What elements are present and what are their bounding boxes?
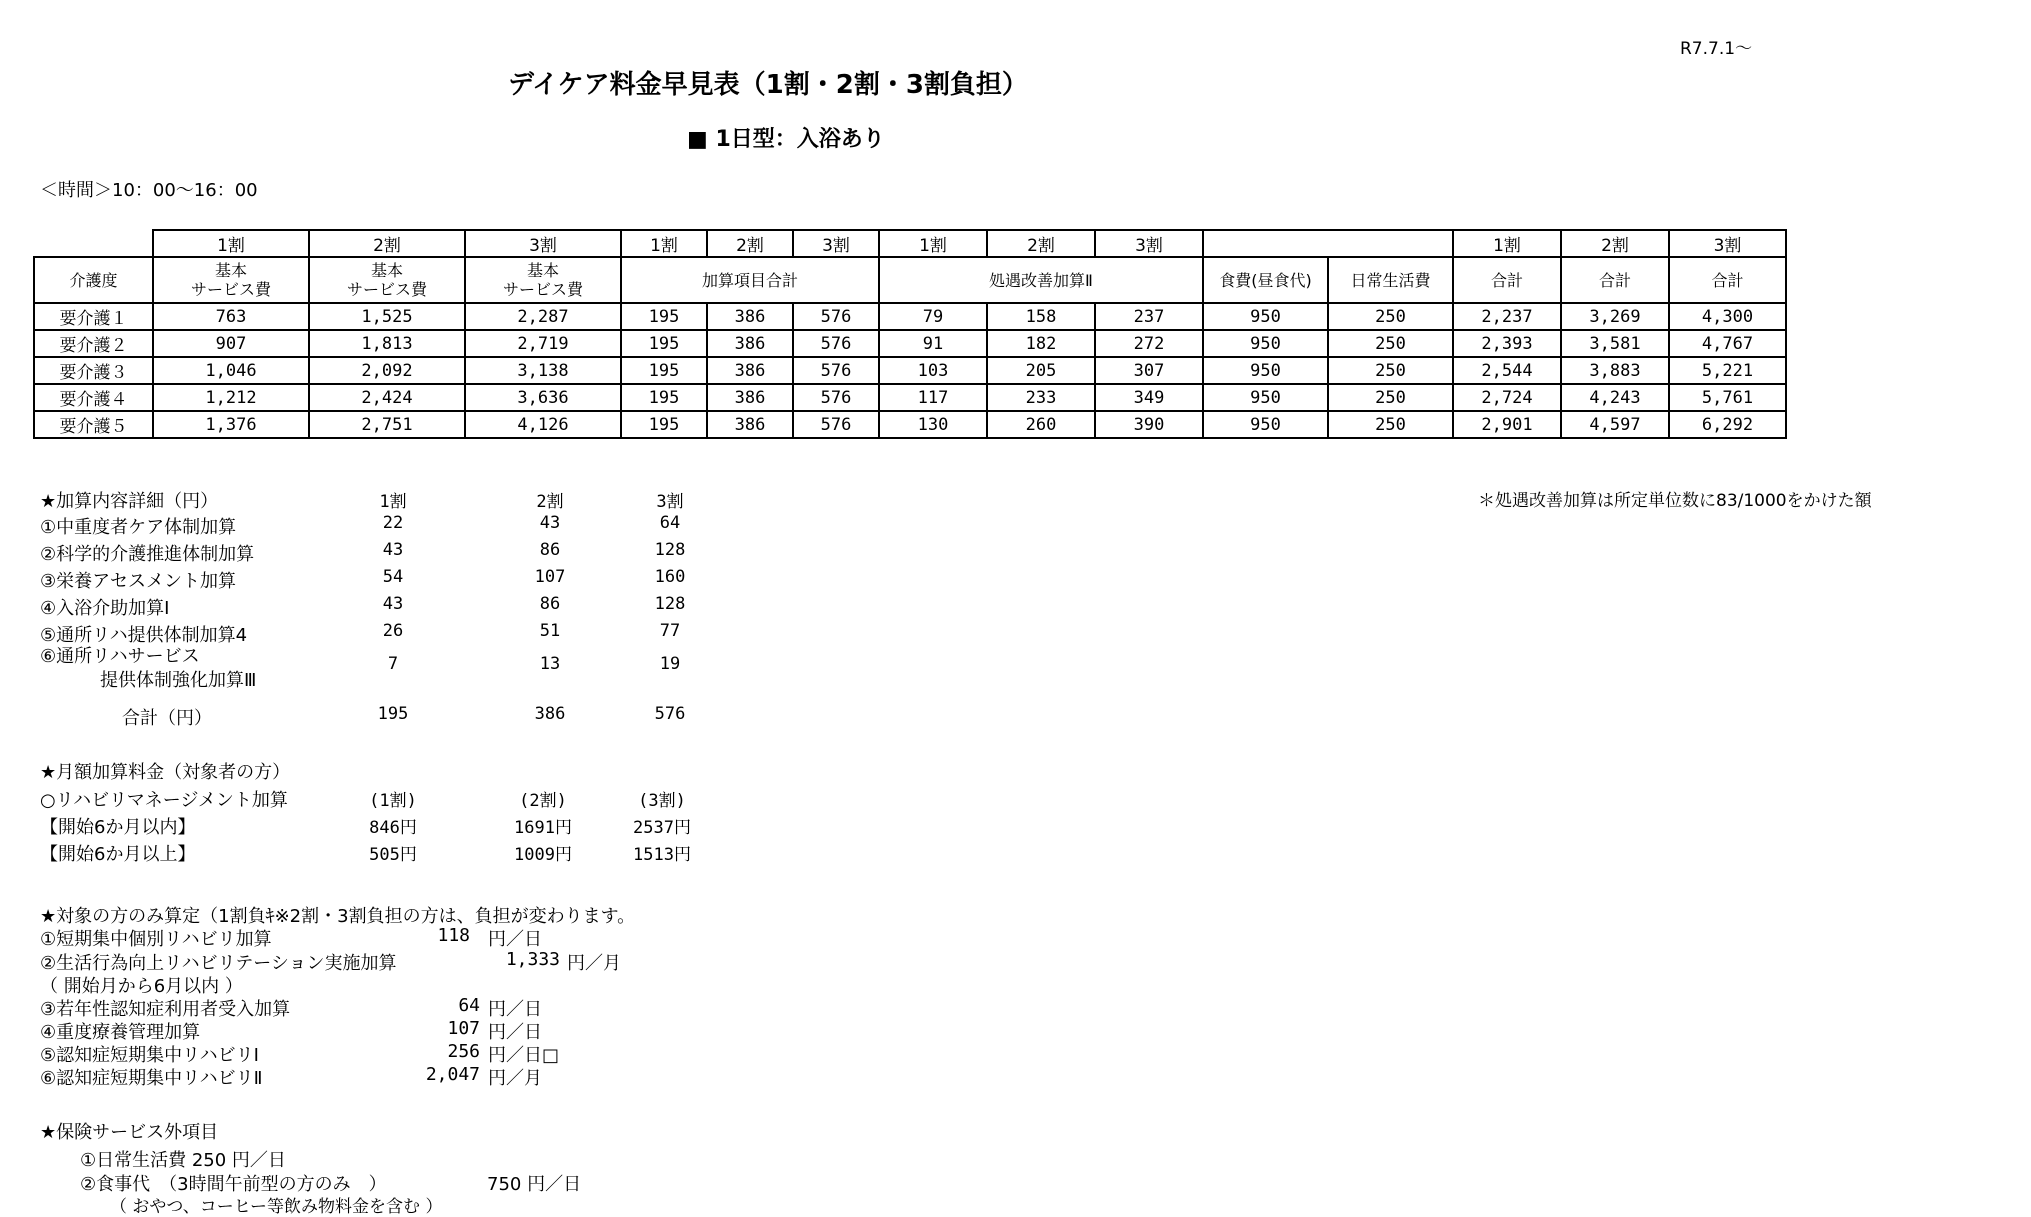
total-header: 合計 <box>1669 257 1786 303</box>
addition-total-cell: 576 <box>793 303 879 330</box>
monthly-col-header: (3割) <box>638 791 686 811</box>
monthly-item-label: ○リハビリマネージメント加算 <box>40 790 288 811</box>
total-cell: 3,269 <box>1561 303 1669 330</box>
daily-living-cell: 250 <box>1328 411 1453 438</box>
detail-item-value: 43 <box>382 540 404 560</box>
basic-fee-cell: 1,813 <box>309 330 465 357</box>
detail-item-label: ⑥通所リハサービス <box>40 646 200 667</box>
monthly-row-value: 505円 <box>369 845 417 865</box>
basic-fee-cell: 1,525 <box>309 303 465 330</box>
basic-fee-header: 基本 サービス費 <box>465 257 621 303</box>
non-insurance-heading: ★保険サービス外項目 <box>40 1122 219 1143</box>
meal-fee-header: 食費(昼食代) <box>1203 257 1328 303</box>
addition-total-cell: 195 <box>621 357 707 384</box>
detail-total-value: 195 <box>377 704 409 724</box>
target-item-label: ④重度療養管理加算 <box>40 1022 201 1043</box>
detail-item-value: 160 <box>654 567 686 587</box>
target-item-unit: 円／月 <box>488 1068 542 1089</box>
detail-item-value: 19 <box>659 654 681 674</box>
treatment-bonus-cell: 272 <box>1095 330 1203 357</box>
detail-item-value: 77 <box>659 621 681 641</box>
care-level-cell: 要介護２ <box>34 330 153 357</box>
addition-total-cell: 386 <box>707 411 793 438</box>
target-item-unit: 円／月 <box>567 953 621 974</box>
detail-item-value: 64 <box>659 513 681 533</box>
target-item-label: ②生活行為向上リハビリテーション実施加算 <box>40 953 397 974</box>
total-cell: 3,581 <box>1561 330 1669 357</box>
addition-total-cell: 195 <box>621 330 707 357</box>
detail-item-value: 128 <box>654 594 686 614</box>
addition-total-cell: 195 <box>621 303 707 330</box>
target-item-label: ⑥認知症短期集中リハビリⅡ <box>40 1068 263 1089</box>
add-1wari-header: 1割 <box>621 230 707 257</box>
monthly-row-value: 1691円 <box>514 818 572 838</box>
addition-total-cell: 576 <box>793 384 879 411</box>
treat-2wari-header: 2割 <box>987 230 1095 257</box>
monthly-row-label: 【開始6か月以内】 <box>40 817 196 838</box>
rate-row <box>34 303 1786 330</box>
addition-total-cell: 386 <box>707 357 793 384</box>
target-item-unit: 円／日 <box>488 999 542 1020</box>
daily-living-cell: 250 <box>1328 357 1453 384</box>
total-2wari-header: 2割 <box>1561 230 1669 257</box>
basic-fee-cell: 1,212 <box>153 384 309 411</box>
rate-row <box>34 411 1786 438</box>
target-item-unit: 円／日 <box>488 929 542 950</box>
treatment-bonus-header: 処遇改善加算Ⅱ <box>879 257 1203 303</box>
detail-item-label: ⑤通所リハ提供体制加算4 <box>40 625 248 646</box>
total-header: 合計 <box>1561 257 1669 303</box>
addition-total-header: 加算項目合計 <box>621 257 879 303</box>
rate-row <box>34 330 1786 357</box>
basic-fee-header: 基本 サービス費 <box>309 257 465 303</box>
basic-1wari-header: 1割 <box>153 230 309 257</box>
target-item-value: 107 <box>447 1018 480 1039</box>
target-item-label: （ 開始月から6月以内 ） <box>40 976 243 997</box>
addition-total-cell: 576 <box>793 411 879 438</box>
treatment-bonus-cell: 205 <box>987 357 1095 384</box>
add-3wari-header: 3割 <box>793 230 879 257</box>
detail-col-header: 1割 <box>379 492 407 512</box>
detail-item-value: 22 <box>382 513 404 533</box>
total-cell: 4,597 <box>1561 411 1669 438</box>
care-level-cell: 要介護４ <box>34 384 153 411</box>
meal-fee-cell: 950 <box>1203 303 1328 330</box>
non-insurance-item-2-value: 750 円／日 <box>487 1174 582 1195</box>
meal-fee-cell: 950 <box>1203 357 1328 384</box>
treatment-bonus-cell: 130 <box>879 411 987 438</box>
total-cell: 2,544 <box>1453 357 1561 384</box>
treat-3wari-header: 3割 <box>1095 230 1203 257</box>
target-item-value: 2,047 <box>425 1064 480 1085</box>
care-level-cell: 要介護３ <box>34 357 153 384</box>
rate-table-body <box>34 303 1786 438</box>
basic-fee-cell: 2,719 <box>465 330 621 357</box>
detail-item-value: 86 <box>539 540 561 560</box>
care-level-cell: 要介護１ <box>34 303 153 330</box>
column-header-row <box>34 257 1786 303</box>
treatment-bonus-cell: 233 <box>987 384 1095 411</box>
detail-item-value: 107 <box>534 567 566 587</box>
target-item-label: ①短期集中個別リハビリ加算 <box>40 929 272 950</box>
total-cell: 2,724 <box>1453 384 1561 411</box>
total-cell: 5,761 <box>1669 384 1786 411</box>
daily-living-cell: 250 <box>1328 330 1453 357</box>
treatment-bonus-cell: 182 <box>987 330 1095 357</box>
treatment-bonus-cell: 79 <box>879 303 987 330</box>
detail-item-label: ②科学的介護推進体制加算 <box>40 544 255 565</box>
treatment-bonus-cell: 158 <box>987 303 1095 330</box>
total-cell: 2,237 <box>1453 303 1561 330</box>
basic-fee-cell: 2,287 <box>465 303 621 330</box>
addition-detail-heading: ★加算内容詳細（円） <box>40 491 219 512</box>
detail-item-value: 13 <box>539 654 561 674</box>
page-title: デイケア料金早見表（1割・2割・3割負担） <box>508 70 1028 100</box>
addition-total-cell: 195 <box>621 384 707 411</box>
addition-total-cell: 195 <box>621 411 707 438</box>
detail-total-value: 576 <box>654 704 686 724</box>
detail-item-value: 26 <box>382 621 404 641</box>
addition-total-cell: 386 <box>707 384 793 411</box>
treatment-bonus-cell: 390 <box>1095 411 1203 438</box>
detail-item-label: ①中重度者ケア体制加算 <box>40 517 237 538</box>
target-item-value: 118 <box>437 925 470 946</box>
treatment-bonus-cell: 349 <box>1095 384 1203 411</box>
detail-item-value: 43 <box>539 513 561 533</box>
basic-fee-cell: 2,092 <box>309 357 465 384</box>
daily-living-header: 日常生活費 <box>1328 257 1453 303</box>
treatment-bonus-cell: 103 <box>879 357 987 384</box>
basic-fee-cell: 907 <box>153 330 309 357</box>
target-item-unit: 円／日□ <box>488 1045 560 1066</box>
monthly-row-value: 1009円 <box>514 845 572 865</box>
addition-total-cell: 576 <box>793 330 879 357</box>
total-cell: 3,883 <box>1561 357 1669 384</box>
total-cell: 2,393 <box>1453 330 1561 357</box>
detail-col-header: 3割 <box>656 492 684 512</box>
detail-item-value: 54 <box>382 567 404 587</box>
monthly-row-value: 2537円 <box>633 818 691 838</box>
page-subtitle: ■ 1日型：入浴あり <box>687 127 885 152</box>
detail-item-label: ④入浴介助加算Ⅰ <box>40 598 170 619</box>
rate-table <box>33 229 1787 439</box>
target-only-heading: ★対象の方のみ算定（1割負ｷ※2割・3割負担の方は、負担が変わります。 <box>40 906 636 927</box>
monthly-col-header: (2割) <box>519 791 567 811</box>
time-range: ＜時間＞10：00～16：00 <box>40 180 258 201</box>
addition-total-cell: 386 <box>707 330 793 357</box>
monthly-heading: ★月額加算料金（対象者の方） <box>40 762 291 783</box>
basic-fee-cell: 1,376 <box>153 411 309 438</box>
target-item-value: 256 <box>447 1041 480 1062</box>
total-cell: 6,292 <box>1669 411 1786 438</box>
treat-1wari-header: 1割 <box>879 230 987 257</box>
treatment-bonus-cell: 91 <box>879 330 987 357</box>
basic-fee-cell: 4,126 <box>465 411 621 438</box>
treatment-bonus-cell: 237 <box>1095 303 1203 330</box>
total-cell: 4,243 <box>1561 384 1669 411</box>
total-cell: 2,901 <box>1453 411 1561 438</box>
treatment-bonus-cell: 117 <box>879 384 987 411</box>
add-2wari-header: 2割 <box>707 230 793 257</box>
detail-item-label: ③栄養アセスメント加算 <box>40 571 236 592</box>
basic-fee-cell: 763 <box>153 303 309 330</box>
care-level-cell: 要介護５ <box>34 411 153 438</box>
detail-item-value: 43 <box>382 594 404 614</box>
detail-col-header: 2割 <box>536 492 564 512</box>
non-insurance-item-2-label: ②食事代 （3時間午前型の方のみ ） <box>80 1174 387 1195</box>
target-item-value: 64 <box>458 995 480 1016</box>
rate-row <box>34 384 1786 411</box>
addition-total-cell: 576 <box>793 357 879 384</box>
non-insurance-item-1: ①日常生活費 250 円／日 <box>80 1150 286 1171</box>
total-header: 合計 <box>1453 257 1561 303</box>
total-3wari-header: 3割 <box>1669 230 1786 257</box>
basic-fee-cell: 1,046 <box>153 357 309 384</box>
target-item-unit: 円／日 <box>488 1022 542 1043</box>
monthly-col-header: (1割) <box>369 791 417 811</box>
care-level-header: 介護度 <box>34 257 153 303</box>
addition-total-cell: 386 <box>707 303 793 330</box>
monthly-row-value: 1513円 <box>633 845 691 865</box>
basic-fee-cell: 2,751 <box>309 411 465 438</box>
detail-item-value: 51 <box>539 621 561 641</box>
non-insurance-item-2-note: （ おやつ、コーヒー等飲み物料金を含む ） <box>110 1197 443 1217</box>
detail-item-value: 7 <box>387 654 399 674</box>
target-item-label: ⑤認知症短期集中リハビリⅠ <box>40 1045 259 1066</box>
detail-total-label: 合計（円） <box>122 708 212 729</box>
meal-fee-cell: 950 <box>1203 384 1328 411</box>
detail-item-label-line2: 提供体制強化加算Ⅲ <box>100 670 257 691</box>
detail-item-value: 128 <box>654 540 686 560</box>
detail-item-value: 86 <box>539 594 561 614</box>
basic-2wari-header: 2割 <box>309 230 465 257</box>
meal-fee-cell: 950 <box>1203 330 1328 357</box>
meal-fee-cell: 950 <box>1203 411 1328 438</box>
basic-fee-cell: 2,424 <box>309 384 465 411</box>
total-cell: 4,300 <box>1669 303 1786 330</box>
rate-row <box>34 357 1786 384</box>
total-1wari-header: 1割 <box>1453 230 1561 257</box>
version-note: R7.7.1～ <box>1680 39 1753 59</box>
monthly-row-value: 846円 <box>369 818 417 838</box>
detail-total-value: 386 <box>534 704 566 724</box>
target-item-value: 1,333 <box>505 949 560 970</box>
treatment-note: ＊処遇改善加算は所定単位数に83/1000をかけた額 <box>1478 491 1872 511</box>
basic-fee-cell: 3,138 <box>465 357 621 384</box>
daily-living-cell: 250 <box>1328 384 1453 411</box>
basic-fee-header: 基本 サービス費 <box>153 257 309 303</box>
basic-fee-cell: 3,636 <box>465 384 621 411</box>
monthly-row-label: 【開始6か月以上】 <box>40 844 196 865</box>
total-cell: 4,767 <box>1669 330 1786 357</box>
total-cell: 5,221 <box>1669 357 1786 384</box>
daily-living-cell: 250 <box>1328 303 1453 330</box>
top-header-row <box>34 230 1786 257</box>
basic-3wari-header: 3割 <box>465 230 621 257</box>
treatment-bonus-cell: 260 <box>987 411 1095 438</box>
target-item-label: ③若年性認知症利用者受入加算 <box>40 999 291 1020</box>
treatment-bonus-cell: 307 <box>1095 357 1203 384</box>
